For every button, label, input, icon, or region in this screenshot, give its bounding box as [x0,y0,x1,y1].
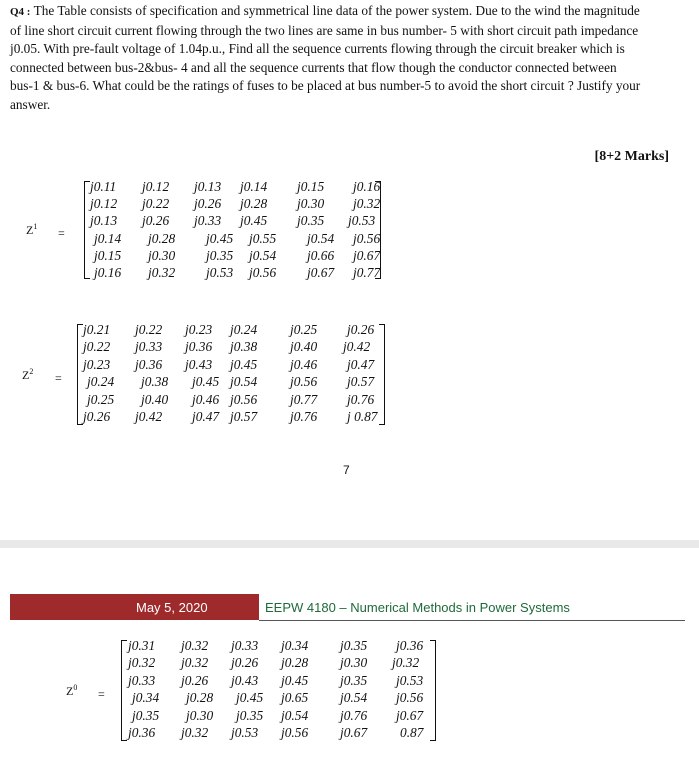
z1-cell-r1-c3: j0.13 [194,179,222,194]
z1-cell-r1-c4: j0.14 [240,179,268,194]
z2-cell-r5-c2: j0.40 [141,391,169,407]
z0-cell-r5-c5: j0.76 [340,707,368,723]
z0-cell-r5-c6: j0.67 [396,707,424,723]
z0-cell-r3-c5: j0.35 [340,672,368,688]
z0-cell-r4-c3: j0.45 [236,690,264,706]
z2-cell-r6-c3: j0.47 [192,409,220,424]
z1-cell-r2-c4: j0.28 [240,196,268,212]
z2-label: $Z^2$ [22,367,34,382]
z2-cell-r3-c2: j0.36 [135,356,163,372]
footer-date-bar [10,594,259,620]
z1-cell-r5-c1: j0.15 [94,247,122,263]
z0-cell-r4-c4: j0.65 [281,690,309,706]
z2-cell-r2-c5: j0.40 [290,339,318,355]
z2-cell-r5-c5: j0.77 [290,391,318,407]
z1-cell-r5-c3: j0.35 [206,247,234,263]
z2-cell-r2-c2: j0.33 [135,339,163,355]
z1-cell-r2-c2: j0.22 [142,196,170,212]
page-number: 7 [343,463,350,477]
z2-cell-r2-c3: j0.36 [185,339,213,355]
z2-cell-r4-c6: j0.57 [347,374,375,390]
z1-cell-r3-c4: j0.45 [240,213,268,229]
z0-cell-r2-c5: j0.30 [340,655,368,671]
z0-cell-r6-c3: j0.53 [231,725,259,740]
z0-cell-r4-c2: j0.28 [186,690,214,706]
z0-right-bracket [430,640,436,741]
z1-cell-r6-c2: j0.32 [148,265,176,280]
z0-cell-r6-c4: j0.56 [281,725,309,740]
z1-cell-r4-c4: j0.55 [249,230,277,246]
z1-cell-r6-c4: j0.56 [249,265,277,280]
z2-cell-r6-c4: j0.57 [230,409,258,424]
z0-cell-r1-c5: j0.35 [340,638,368,653]
z0-cell-r2-c2: j0.32 [181,655,209,671]
z2-cell-r1-c1: j0.21 [83,322,111,337]
footer-course-title: EEPW 4180 – Numerical Methods in Power Systems [265,600,570,615]
z2-cell-r6-c6: j 0.87 [347,409,378,424]
z2-cell-r1-c3: j0.23 [185,322,213,337]
footer-rule [259,620,685,621]
z2-cell-r1-c2: j0.22 [135,322,163,337]
z2-cell-r6-c2: j0.42 [135,409,163,424]
z2-cell-r3-c4: j0.45 [230,356,258,372]
z1-cell-r6-c3: j0.53 [206,265,234,280]
z2-cell-r5-c1: j0.25 [87,391,115,407]
z0-cell-r6-c1: j0.36 [128,725,156,740]
z0-cell-r4-c5: j0.54 [340,690,368,706]
question-text [10,2,699,115]
z1-cell-r6-c5: j0.67 [307,265,335,280]
z0-cell-r3-c1: j0.33 [128,672,156,688]
z1-cell-r4-c2: j0.28 [148,230,176,246]
z1-cell-r3-c6: j0.53 [348,213,376,229]
z1-cell-r4-c6: j0.56 [353,230,381,246]
z2-cell-r5-c4: j0.56 [230,391,258,407]
z2-cell-r2-c1: j0.22 [83,339,111,355]
z0-cell-r5-c3: j0.35 [236,707,264,723]
question-line-4: connected between bus-2&bus- 4 and all the sequence currents that flow though the conductor connected between [10,59,617,75]
z1-equals: = [58,226,65,240]
z1-cell-r5-c4: j0.54 [249,247,277,263]
footer-date: May 5, 2020 [136,600,208,615]
z0-cell-r1-c4: j0.34 [281,638,309,653]
z1-label: $Z^1$ [26,222,38,237]
z0-cell-r2-c6: j0.32 [392,655,420,671]
z2-cell-r3-c1: j0.23 [83,356,111,372]
z1-cell-r2-c1: j0.12 [90,196,118,212]
z0-cell-r3-c2: j0.26 [181,672,209,688]
page-separator [0,540,699,548]
question-number: Q4 : [10,6,31,18]
z1-cell-r1-c5: j0.15 [297,179,325,194]
z1-cell-r3-c3: j0.33 [194,213,222,229]
z1-cell-r5-c2: j0.30 [148,247,176,263]
z1-cell-r6-c1: j0.16 [94,265,122,280]
z2-cell-r3-c5: j0.46 [290,356,318,372]
z2-cell-r1-c6: j0.26 [347,322,375,337]
z0-cell-r5-c2: j0.30 [186,707,214,723]
question-line-2: of line short circuit current flowing through the two lines are same in bus number- 5 with short circuit path impedance [10,22,639,38]
z2-cell-r4-c3: j0.45 [192,374,220,390]
z1-cell-r1-c6: j0.16 [353,179,381,194]
z2-cell-r2-c6: j0.42 [343,339,371,355]
z0-cell-r6-c2: j0.32 [181,725,209,740]
z2-cell-r4-c1: j0.24 [87,374,115,390]
z0-cell-r1-c6: j0.36 [396,638,424,653]
z0-equals: = [98,687,105,701]
z2-cell-r5-c3: j0.46 [192,391,220,407]
z0-label: $Z^0$ [66,683,78,698]
question-line-1: Q4 : The Table consists of specification and symmetrical line data of the power system. Due to the wind the magnitude [10,3,640,18]
z2-equals: = [55,371,62,385]
z0-cell-r3-c3: j0.43 [231,672,259,688]
question-line-3: j0.05. With pre-fault voltage of 1.04p.u., Find all the sequence currents flowing through the circuit breaker which is [10,41,625,57]
z0-cell-r5-c1: j0.35 [132,707,160,723]
z0-cell-r1-c2: j0.32 [181,638,209,653]
z0-left-bracket [121,640,127,741]
z0-cell-r2-c4: j0.28 [281,655,309,671]
z1-cell-r6-c6: j0.77 [353,265,381,280]
z1-cell-r1-c1: j0.11 [90,179,117,194]
z0-cell-r3-c6: j0.53 [396,672,424,688]
z2-cell-r1-c4: j0.24 [230,322,258,337]
z1-cell-r5-c5: j0.66 [307,247,335,263]
z0-cell-r4-c1: j0.34 [132,690,160,706]
z1-cell-r4-c5: j0.54 [307,230,335,246]
marks-label: [8+2 Marks] [594,149,669,164]
z1-cell-r2-c3: j0.26 [194,196,222,212]
z0-cell-r1-c3: j0.33 [231,638,259,653]
z0-cell-r5-c4: j0.54 [281,707,309,723]
z0-cell-r6-c5: j0.67 [340,725,368,740]
z1-cell-r3-c5: j0.35 [297,213,325,229]
z2-cell-r3-c3: j0.43 [185,356,213,372]
z2-cell-r2-c4: j0.38 [230,339,258,355]
z2-cell-r4-c4: j0.54 [230,374,258,390]
z1-cell-r3-c1: j0.13 [90,213,118,229]
z1-cell-r2-c5: j0.30 [297,196,325,212]
z2-cell-r4-c2: j0.38 [141,374,169,390]
z2-cell-r6-c1: j0.26 [83,409,111,424]
z1-cell-r2-c6: j0.32 [353,196,381,212]
z2-cell-r6-c5: j0.76 [290,409,318,424]
z2-cell-r3-c6: j0.47 [347,356,375,372]
z1-cell-r5-c6: j0.67 [353,247,381,263]
z0-cell-r1-c1: j0.31 [128,638,156,653]
z0-cell-r3-c4: j0.45 [281,672,309,688]
z2-cell-r4-c5: j0.56 [290,374,318,390]
question-line-6: answer. [10,96,51,112]
z0-cell-r6-c6: 0.87 [400,725,424,740]
z1-cell-r4-c1: j0.14 [94,230,122,246]
z2-cell-r5-c6: j0.76 [347,391,375,407]
z0-cell-r2-c1: j0.32 [128,655,156,671]
z0-cell-r2-c3: j0.26 [231,655,259,671]
question-line-5: bus-1 & bus-6. What could be the ratings of fuses to be placed at bus number-5 to avoid the short circuit ? Justify your [10,78,641,94]
z1-cell-r1-c2: j0.12 [142,179,170,194]
z2-right-bracket [379,324,385,425]
z2-cell-r1-c5: j0.25 [290,322,318,337]
z1-cell-r3-c2: j0.26 [142,213,170,229]
z0-cell-r4-c6: j0.56 [396,690,424,706]
z1-cell-r4-c3: j0.45 [206,230,234,246]
